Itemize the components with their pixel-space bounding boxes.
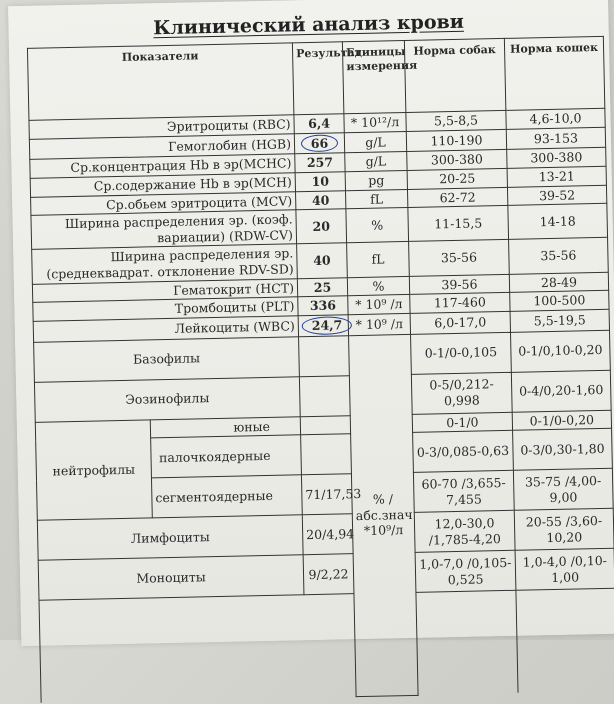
row-norm-cats: 14-18 <box>508 203 608 239</box>
paper-sheet <box>8 0 614 646</box>
row-norm-cats: 0-1/0-0,20 <box>512 410 611 431</box>
row-result: 9/2,22 <box>303 554 354 595</box>
row-norm-dogs: 300-380 <box>407 150 507 171</box>
row-result: 20/4,94 <box>302 514 353 555</box>
row-norm-cats: 5,5-19,5 <box>510 309 609 332</box>
row-norm-dogs: 0-3/0,085-0,63 <box>413 430 514 472</box>
row-unit: fL <box>345 189 407 209</box>
row-norm-cats: 28-49 <box>509 272 608 293</box>
row-result: 20 <box>296 209 347 244</box>
blood-test-table <box>27 36 614 704</box>
header-name: Показатели <box>27 43 293 121</box>
row-norm-dogs: 35-56 <box>409 240 510 276</box>
page-title: Клинический анализ крови <box>153 10 465 40</box>
header-row <box>27 36 604 120</box>
row-result <box>298 315 348 337</box>
empty-cell <box>416 590 518 695</box>
row-result <box>294 132 344 154</box>
neutrophils-group-label: нейтрофилы <box>35 419 152 520</box>
row-result: 336 <box>298 296 348 316</box>
row-result <box>299 335 350 376</box>
row-result: 71/17,53 <box>301 474 352 515</box>
row-name: Эозинофилы <box>34 376 300 422</box>
row-name: Базофилы <box>34 336 300 382</box>
row-result <box>299 375 350 416</box>
row-name: Гематокрит (HCT) <box>32 278 297 302</box>
row-norm-cats: 35-56 <box>509 238 609 274</box>
row-norm-dogs: 39-56 <box>409 274 509 295</box>
row-name: Ср.обьем эритроцита (MCV) <box>31 191 296 215</box>
header-norm-dogs: Норма собак <box>404 38 505 112</box>
row-norm-dogs: 11-15,5 <box>408 205 509 241</box>
row-result <box>300 415 350 435</box>
empty-cell <box>39 594 356 703</box>
row-unit: % <box>347 276 409 296</box>
row-name: Ср.концентрация Hb в эр(MCHC) <box>30 154 295 178</box>
header-norm-cats: Норма кошек <box>504 36 604 110</box>
row-unit: fL <box>347 242 410 278</box>
row-unit: g/L <box>344 131 406 153</box>
row-norm-dogs: 117-460 <box>410 293 510 314</box>
row-norm-dogs: 62-72 <box>407 187 507 208</box>
row-name: палочкоядерные <box>151 435 302 478</box>
row-name: сегментоядерные <box>151 475 302 518</box>
row-norm-cats: 4,6-10,0 <box>506 108 605 129</box>
row-result: 10 <box>295 172 345 192</box>
row-norm-dogs: 6,0-17,0 <box>410 311 510 334</box>
row-norm-cats: 0-1/0,10-0,20 <box>510 330 610 372</box>
diff-unit: % /абс.знач *10⁹/л <box>349 334 419 696</box>
row-norm-cats: 13-21 <box>507 166 606 187</box>
row-name: Ширина распределения эр. (коэф. вариации) (RDW-CV) <box>31 210 297 250</box>
row-norm-dogs: 110-190 <box>406 129 506 152</box>
row-norm-dogs: 1,0-7,0 /0,105-0,525 <box>415 550 516 592</box>
row-norm-cats: 300-380 <box>507 148 606 169</box>
row-unit: % <box>346 208 409 244</box>
circled-result: 66 <box>301 134 339 152</box>
row-norm-dogs: 60-70 /3,655-7,455 <box>413 470 514 512</box>
header-unit: Единицы измерения <box>342 40 405 113</box>
row-name: Лейкоциты (WBC) <box>33 316 298 342</box>
row-name: Ср.содержание Hb в эр(MCH) <box>30 173 295 197</box>
table-row-empty <box>39 588 614 703</box>
row-norm-dogs: 20-25 <box>407 168 507 189</box>
row-norm-cats: 1,0-4,0 /0,10-1,00 <box>515 548 614 590</box>
row-name: юные <box>150 416 300 438</box>
row-norm-cats: 0-3/0,30-1,80 <box>513 428 613 470</box>
row-name: Эритроциты (RBC) <box>29 115 294 139</box>
empty-cell <box>516 588 614 693</box>
row-unit: * 10⁹ /л <box>348 313 410 335</box>
row-result: 6,4 <box>294 114 344 134</box>
row-name: Тромбоциты (PLT) <box>33 297 298 321</box>
row-norm-dogs: 0-1/0-0,105 <box>411 332 512 374</box>
row-unit: g/L <box>345 152 407 172</box>
row-unit: pg <box>345 170 407 190</box>
row-norm-cats: 93-153 <box>506 127 605 150</box>
row-result <box>301 434 352 475</box>
row-norm-dogs: 5,5-8,5 <box>406 110 506 131</box>
row-norm-cats: 100-500 <box>510 291 609 312</box>
row-result: 25 <box>297 277 347 297</box>
row-name: Ширина распределения эр.(среднеквадрат. отклонение RDV-SD) <box>32 244 298 284</box>
row-norm-cats: 0-4/0,20-1,60 <box>511 370 611 412</box>
row-name: Моноциты <box>38 555 304 601</box>
row-norm-dogs: 0-1/0 <box>412 412 512 433</box>
circled-result: 24,7 <box>302 316 353 335</box>
row-result: 40 <box>296 190 346 210</box>
row-result: 40 <box>297 243 348 278</box>
row-norm-cats: 35-75 /4,00-9,00 <box>513 468 613 510</box>
row-unit: * 10⁹ /л <box>348 295 410 315</box>
row-unit: * 10¹²/л <box>344 112 406 132</box>
row-norm-cats: 20-55 /3,60-10,20 <box>514 508 614 550</box>
row-norm-cats: 39-52 <box>507 185 606 206</box>
row-result: 257 <box>295 153 345 173</box>
row-norm-dogs: 0-5/0,212-0,998 <box>411 372 512 414</box>
header-result: Результат <box>292 42 343 115</box>
row-name: Гемоглобин (HGB) <box>29 133 294 159</box>
row-norm-dogs: 12,0-30,0 /1,785-4,20 <box>414 510 515 552</box>
row-name: Лимфоциты <box>37 515 303 561</box>
